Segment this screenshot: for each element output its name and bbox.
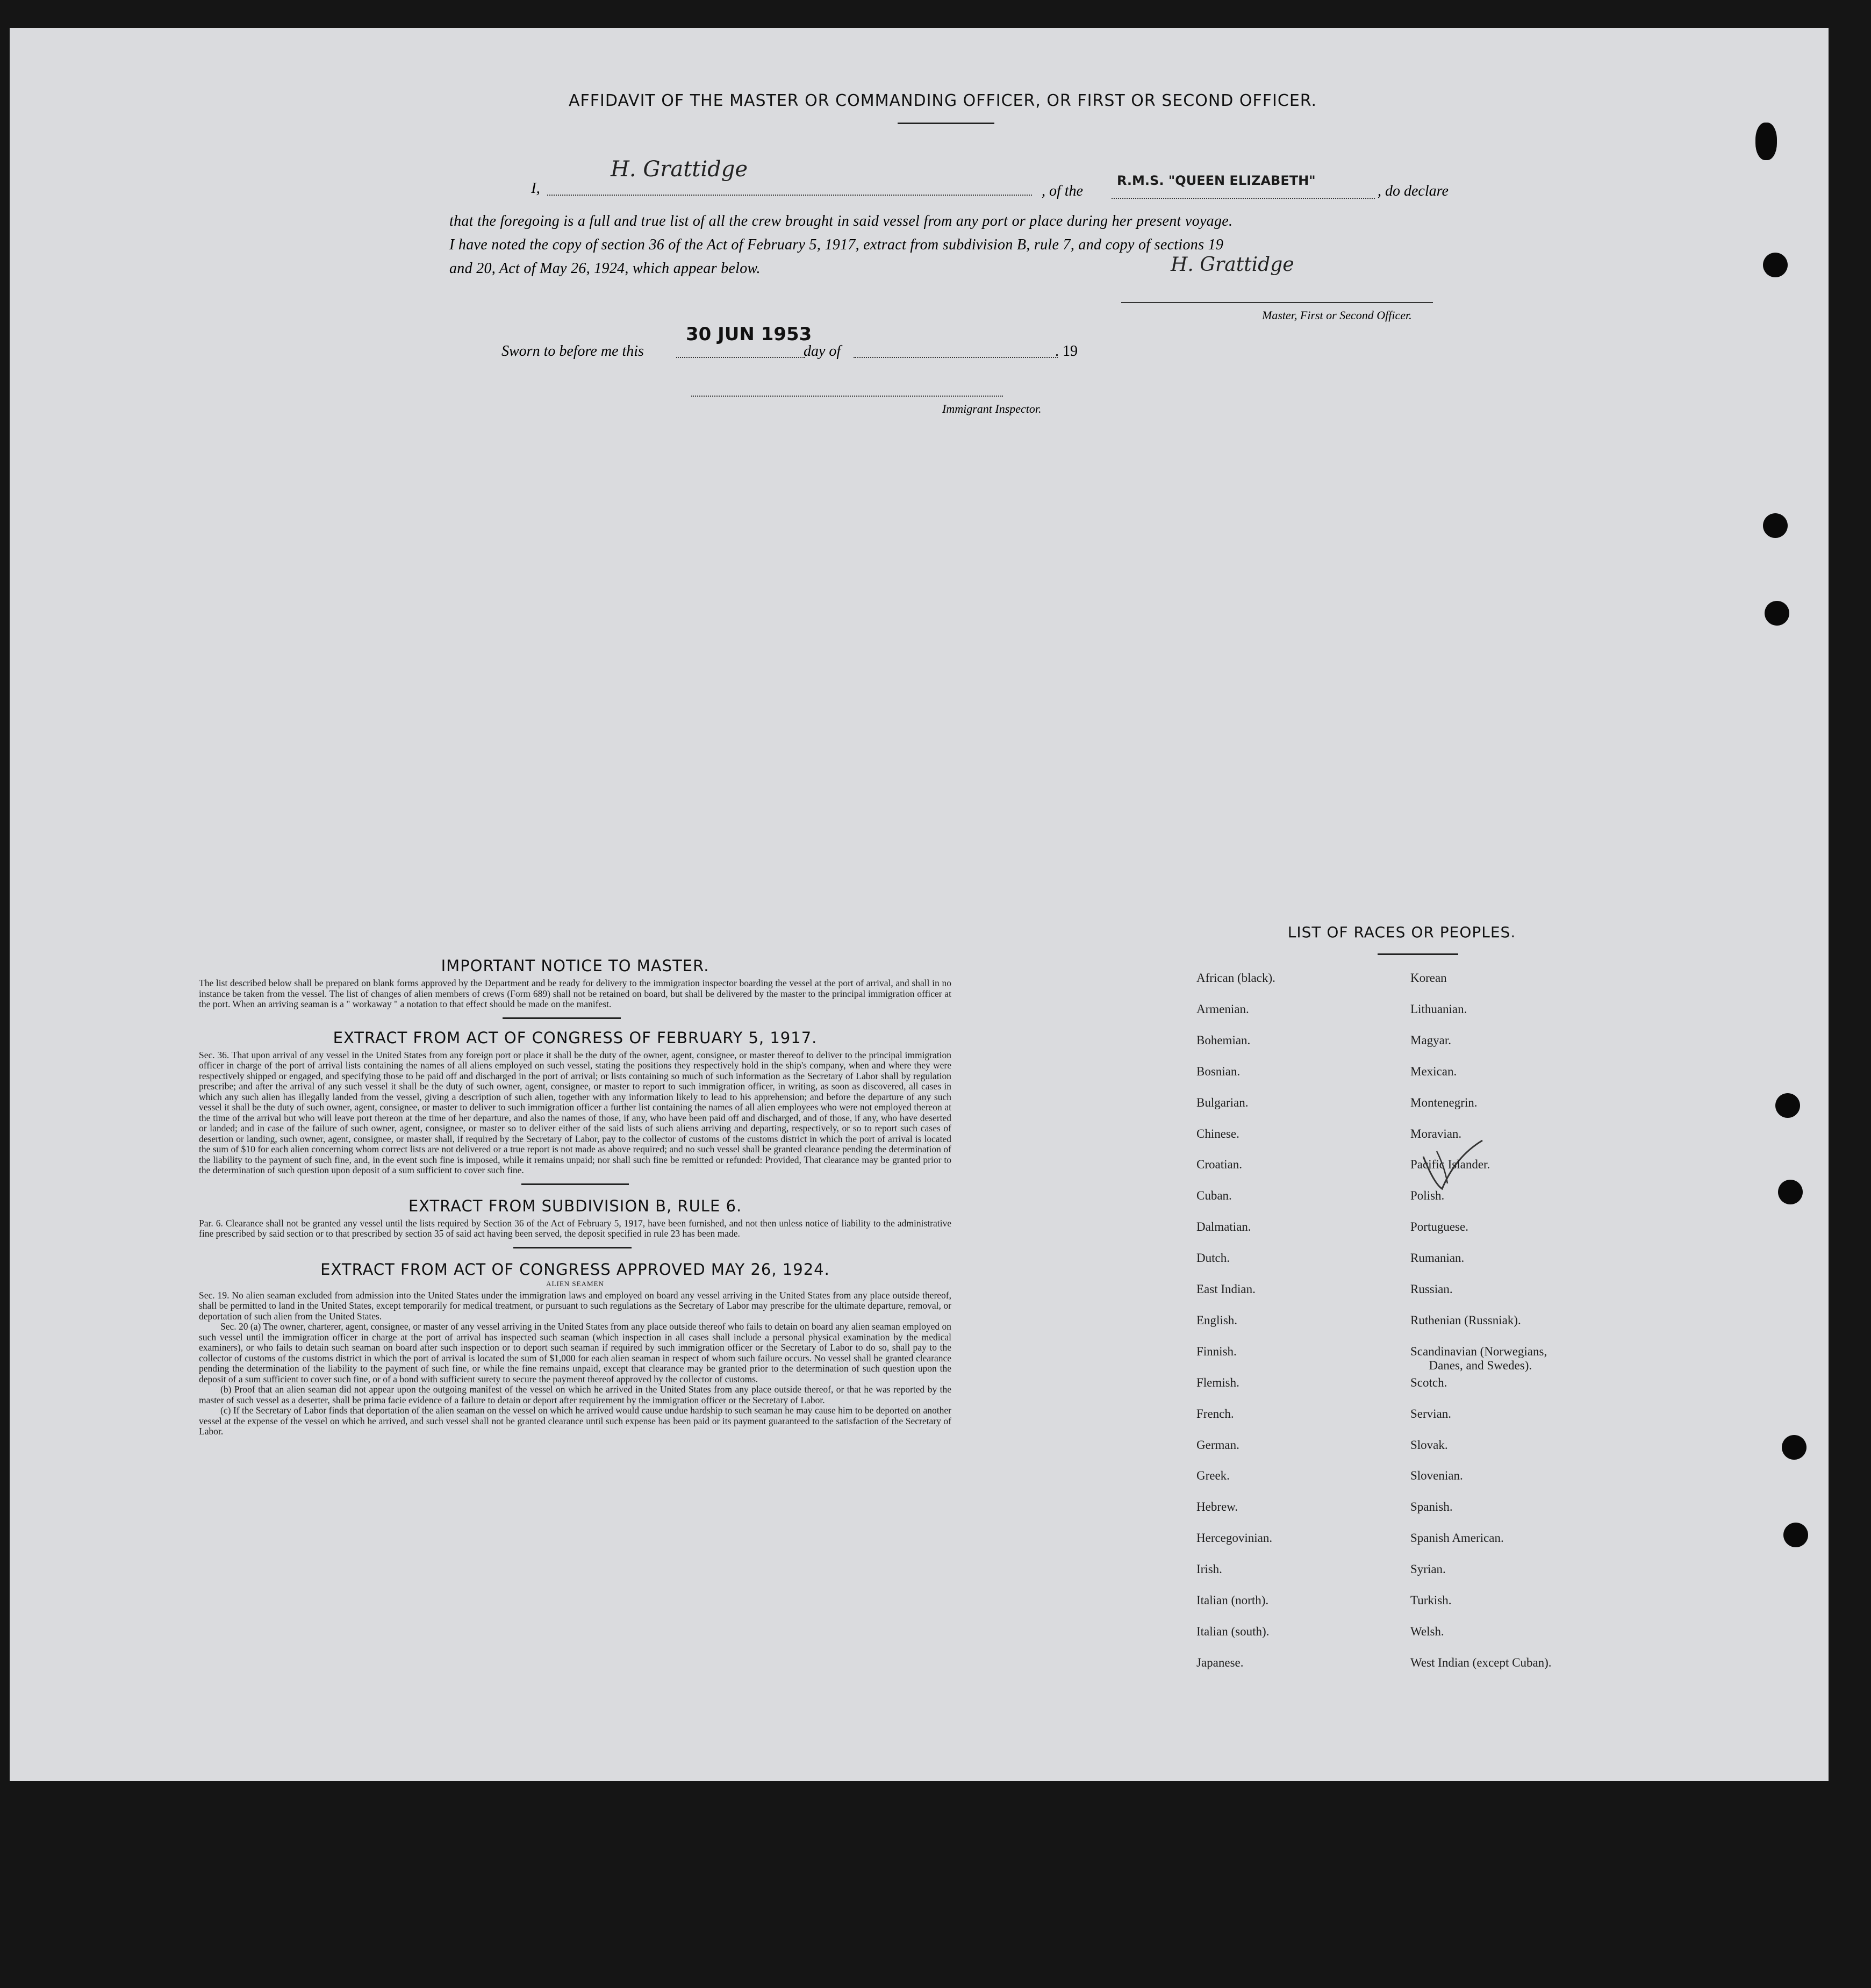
race-left-item: Dalmatian. — [1196, 1220, 1251, 1234]
race-left-item: Italian (north). — [1196, 1594, 1269, 1607]
divider-1 — [503, 1017, 621, 1019]
notice-title: IMPORTANT NOTICE TO MASTER. — [441, 957, 709, 975]
race-right-item: Scotch. — [1410, 1375, 1447, 1389]
do-declare-label: , do declare — [1378, 183, 1449, 199]
race-right-item: Slovenian. — [1410, 1469, 1463, 1483]
race-left-item: East Indian. — [1196, 1282, 1256, 1296]
of-the-label: , of the — [1042, 183, 1083, 199]
race-right-item: Korean — [1410, 971, 1447, 985]
race-right-item: Welsh. — [1410, 1624, 1444, 1638]
race-left-item: English. — [1196, 1313, 1238, 1327]
notice-text: The list described below shall be prepared on blank forms approved by the Department and be ready for delivery to the immigration inspector boarding the vessel at the port of arrival, and shall in no instance be taken from the vessel. The list of changes of alien members of crews (Form 689) shall not be retained on board, but shall be delivered by the master to the principal immigration officer at the port. When an arriving seaman is a " workaway " a notation to that effect should be made on the manifest. — [199, 978, 951, 1009]
race-right-item: Turkish. — [1410, 1594, 1452, 1607]
extract-1924-sec20a: Sec. 20 (a) The owner, charterer, agent, consignee, or master of any vessel arriving in the United States from any place outside thereof who fails to detain on board any alien seaman employed on such vessel until the immigration officer in charge at the port of arrival has inspected such seaman (which inspection in all cases shall include a personal physical examination by the medical examiners), or who fails to detain such seaman on board after such inspection or to deport such seaman if required by such immigration officer or the Secretary of Labor to do so, shall pay to the collector of customs of the customs district in which the port of arrival is located the sum of $1,000 for each alien seaman in respect of whom such failure occurs. No vessel shall be granted clearance pending the determination of the liability to the payment of such fine, or while the fine remains unpaid, except that clearance may be granted prior to the determination of such question upon the deposit of a sum sufficient to cover such fine, or of a bond with sufficient surety to secure the payment thereof approved by the collector of customs. — [199, 1321, 951, 1384]
extract-rule6-title: EXTRACT FROM SUBDIVISION B, RULE 6. — [408, 1196, 742, 1215]
race-right-item: Syrian. — [1410, 1562, 1446, 1576]
extract-1924-sec20c: (c) If the Secretary of Labor finds that deportation of the alien seaman on the vessel on which he arrived would cause undue hardship to such seaman he may cause him to be deported on another vessel at the expense of the vessel on which he arrived, and such vessel shall not be granted clearance until such expense has been paid or its payment guaranteed to the satisfaction of the Secretary of Labor. — [199, 1405, 951, 1437]
extract-1924-sec19: Sec. 19. No alien seaman excluded from admission into the United States under the immigration laws and employed on board any vessel arriving in the United States from any place outside thereof, shall be permitted to land in the United States, except temporarily for medical treatment, or pursuant to such regulations as the Secretary of Labor may prescribe for the ultimate departure, removal, or deportation of such alien from the United States. — [199, 1289, 951, 1322]
race-right-item: Scandinavian (Norwegians, Danes, and Swedes). — [1410, 1344, 1547, 1372]
extract-1924-title: EXTRACT FROM ACT OF CONGRESS APPROVED MAY 26, 1924. — [320, 1260, 830, 1279]
race-left-item: Japanese. — [1196, 1655, 1244, 1669]
race-left-item: Cuban. — [1196, 1189, 1232, 1203]
race-left-item: Hebrew. — [1196, 1500, 1238, 1514]
punch-hole-2 — [1763, 513, 1788, 538]
race-right-item: Polish. — [1410, 1189, 1445, 1203]
race-right-item: Slovak. — [1410, 1438, 1448, 1452]
declaration-line-2: I have noted the copy of section 36 of the Act of February 5, 1917, extract from subdivision B, rule 7, and copy of sections 19 — [449, 236, 1224, 253]
race-right-item: Magyar. — [1410, 1033, 1452, 1047]
extract-rule6-text: Par. 6. Clearance shall not be granted any vessel until the lists required by Section 36 of the Act of February 5, 1917, have been furnished, and not then unless notice of liability to the administrative fine prescribed by said section or to that prescribed by section 35 of said act having been served, the deposit specified in rule 23 has been made. — [199, 1217, 951, 1239]
extract-1924-sec20b: (b) Proof that an alien seaman did not appear upon the outgoing manifest of the vessel on which he arrived in the United States from any place outside thereof, or that he was reported by the master of such vessel as a deserter, shall be prima facie evidence of a failure to detain or deport after requirement by the immigration officer or the Secretary of Labor. — [199, 1384, 951, 1405]
race-left-item: African (black). — [1196, 971, 1275, 985]
extract-1917-title: EXTRACT FROM ACT OF CONGRESS OF FEBRUARY 5, 1917. — [333, 1028, 818, 1047]
race-left-item: Armenian. — [1196, 1002, 1249, 1016]
race-left-item: Hercegovinian. — [1196, 1531, 1273, 1545]
race-right-item: Mexican. — [1410, 1064, 1457, 1078]
race-right-item: West Indian (except Cuban). — [1410, 1655, 1552, 1669]
race-right-item: Spanish American. — [1410, 1531, 1504, 1545]
race-left-item: Italian (south). — [1196, 1624, 1270, 1638]
declaration-line-1: that the foregoing is a full and true list of all the crew brought in said vessel from any port or place during her present voyage. — [449, 213, 1233, 229]
title-underline — [898, 123, 994, 124]
punch-hole-1 — [1763, 253, 1788, 277]
race-right-item: Servian. — [1410, 1406, 1452, 1420]
race-left-item: French. — [1196, 1406, 1234, 1420]
date-stamp: 30 JUN 1953 — [686, 324, 812, 345]
day-of-label: day of — [804, 343, 841, 360]
race-left-item: Irish. — [1196, 1562, 1222, 1576]
race-left-item: Dutch. — [1196, 1251, 1230, 1265]
race-left-item: Greek. — [1196, 1469, 1230, 1483]
race-left-item: Bohemian. — [1196, 1033, 1251, 1047]
punch-hole-5 — [1778, 1180, 1803, 1204]
race-right-item: Lithuanian. — [1410, 1002, 1467, 1016]
divider-3 — [513, 1247, 632, 1248]
divider-2 — [521, 1183, 629, 1185]
race-right-item: Portuguese. — [1410, 1220, 1468, 1234]
race-left-item: Bosnian. — [1196, 1064, 1241, 1078]
signature-line — [1121, 302, 1433, 303]
torn-edge-mark — [1755, 123, 1777, 160]
vessel-name-stamp: R.M.S. "QUEEN ELIZABETH" — [1117, 173, 1316, 188]
name-blank — [547, 195, 1032, 196]
year-label: . 19 — [1055, 343, 1078, 360]
punch-hole-4 — [1775, 1093, 1800, 1118]
legal-column — [199, 957, 951, 1437]
race-right-item: Montenegrin. — [1410, 1095, 1478, 1109]
affidavit-title: AFFIDAVIT OF THE MASTER OR COMMANDING OFFICER, OR FIRST OR SECOND OFFICER. — [569, 91, 1317, 110]
race-left-item: Finnish. — [1196, 1344, 1237, 1358]
signatory-handwriting: H. Grattidge — [611, 157, 748, 182]
inspector-caption: Immigrant Inspector. — [942, 402, 1042, 415]
race-right-item: Pacific Islander. — [1410, 1158, 1490, 1172]
race-right-item: Moravian. — [1410, 1126, 1462, 1140]
race-right-item: Rumanian. — [1410, 1251, 1465, 1265]
master-signature: H. Grattidge — [1171, 254, 1294, 276]
sworn-label: Sworn to before me this — [501, 343, 644, 360]
race-left-item: Bulgarian. — [1196, 1095, 1249, 1109]
race-left-item: Flemish. — [1196, 1375, 1239, 1389]
punch-hole-7 — [1783, 1523, 1808, 1547]
signature-caption: Master, First or Second Officer. — [1262, 308, 1412, 322]
inspector-line — [691, 396, 1003, 397]
vessel-blank — [1112, 198, 1375, 199]
punch-hole-3 — [1765, 601, 1789, 626]
punch-hole-6 — [1782, 1435, 1807, 1460]
race-left-item: Croatian. — [1196, 1158, 1242, 1172]
races-title: LIST OF RACES OR PEOPLES. — [1287, 923, 1516, 941]
extract-1917-text: Sec. 36. That upon arrival of any vessel in the United States from any foreign port or place it shall be the duty of the owner, agent, consignee, or master thereof to deliver to the principal immigration officer in charge of the port of arrival lists containing the names of all aliens employed on such vessel, stating the positions they respectively hold in the ship's company, when and where they were respectively shipped or engaged, and specifying those to be paid off and discharged in the port of arrival; or lists containing so much of such information as the Secretary of Labor shall by regulation prescribe; and after the arrival of any such vessel it shall be the duty of such owner, agent, consignee, or master to report to such immigration officer, in writing, as soon as discovered, all cases in which any such alien has illegally landed from the vessel, giving a description of such alien, together with any information likely to lead to his apprehension; and before the departure of any such vessel it shall be the duty of such owner, agent, consignee, or master to deliver to such immigration officer a further list containing the names of all alien employees who were not employed thereon at the time of the arrival but who will leave port thereon at the time of her departure, and also the names of those, if any, who have been paid off and discharged, and of those, if any, who have deserted or landed; and in case of the failure of such owner, agent, consignee, or master so to deliver either of the said lists of such aliens arriving and departing, respectively, or so to report such cases of desertion or landing, such owner, agent, consignee, or master shall, if required by the Secretary of Labor, pay to the collector of customs of the customs district in which the port of arrival is located the sum of $10 for each alien concerning whom correct lists are not delivered or a true report is not made as above required; and no such vessel shall be granted clearance pending the determination of the liability to the payment of such fine, and, in the event such fine is imposed, while it remains unpaid; nor shall such fine be remitted or refunded: Provided, That clearance may be granted prior to the determination of such question upon deposit of a sum sufficient to cover such fine. — [199, 1049, 951, 1175]
document-page — [10, 28, 1829, 1781]
sworn-day-blank — [676, 357, 805, 358]
declaration-line-3: and 20, Act of May 26, 1924, which appear below. — [449, 260, 761, 277]
affidavit-i-label: I, — [531, 180, 540, 197]
extract-1924-subtitle: ALIEN SEAMEN — [546, 1279, 604, 1288]
race-left-item: German. — [1196, 1438, 1239, 1452]
races-underline — [1378, 953, 1458, 955]
race-right-item: Ruthenian (Russniak). — [1410, 1313, 1521, 1327]
race-right-item: Russian. — [1410, 1282, 1453, 1296]
race-left-item: Chinese. — [1196, 1126, 1239, 1140]
month-blank — [854, 357, 1058, 358]
race-right-item: Spanish. — [1410, 1500, 1453, 1514]
